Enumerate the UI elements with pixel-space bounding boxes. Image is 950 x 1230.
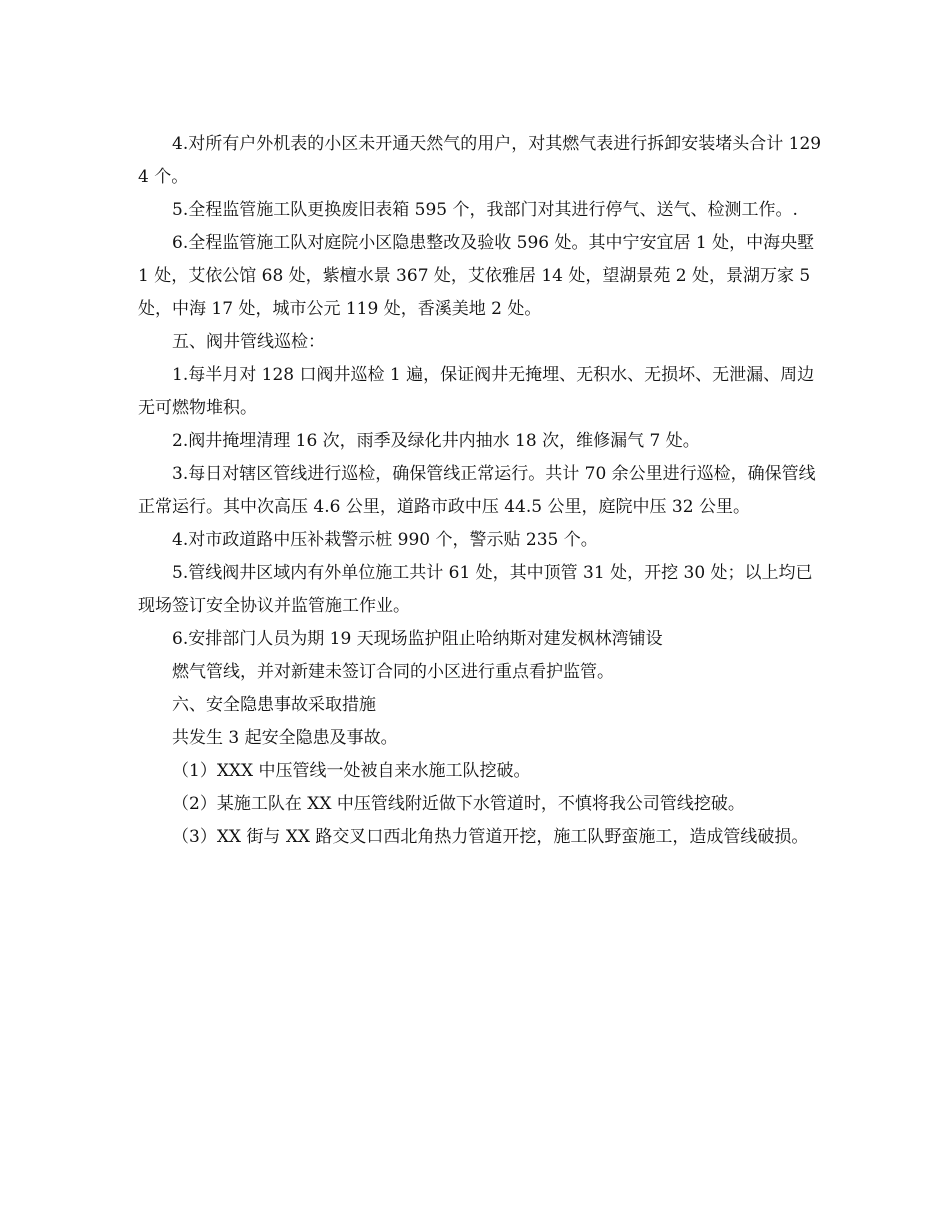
incident-item-2: （2）某施工队在 XX 中压管线附近做下水管道时，不慎将我公司管线挖破。 (172, 794, 745, 814)
paragraph-meter-plug: 4.对所有户外机表的小区未开通天然气的用户，对其燃气表进行拆卸安装堵头合计 1294 个。 (138, 134, 822, 187)
paragraph-on-site-monitoring: 6.安排部门人员为期 19 天现场监护阻止哈纳斯对建发枫林湾铺设 (172, 629, 663, 649)
paragraph-pipeline-patrol: 3.每日对辖区管线进行巡检，确保管线正常运行。共计 70 余公里进行巡检，确保管线正常运行。其中次高压 4.6 公里，道路市政中压 44.5 公里，庭院中压 32 公里。 (138, 464, 816, 517)
paragraph-incident-count: 共发生 3 起安全隐患及事故。 (172, 728, 398, 748)
document-body (138, 128, 828, 854)
paragraph-on-site-monitoring-cont: 燃气管线，并对新建未签订合同的小区进行重点看护监管。 (172, 662, 614, 682)
paragraph-valve-cleanup: 2.阀井掩埋清理 16 次，雨季及绿化井内抽水 18 次，维修漏气 7 处。 (172, 431, 700, 451)
paragraph-warning-piles: 4.对市政道路中压补栽警示桩 990 个，警示贴 235 个。 (172, 530, 598, 550)
incident-item-3: （3）XX 街与 XX 路交叉口西北角热力管道开挖，施工队野蛮施工，造成管线破损。 (172, 827, 809, 847)
incident-item-1: （1）XXX 中压管线一处被自来水施工队挖破。 (172, 761, 531, 781)
section-heading-valve-inspection: 五、阀井管线巡检： (172, 332, 325, 352)
paragraph-meter-box: 5.全程监管施工队更换废旧表箱 595 个，我部门对其进行停气、送气、检测工作。. (172, 200, 798, 220)
paragraph-valve-patrol: 1.每半月对 128 口阀井巡检 1 遍，保证阀井无掩埋、无积水、无损坏、无泄漏、周边无可燃物堆积。 (138, 365, 815, 418)
paragraph-yard-hazards: 6.全程监管施工队对庭院小区隐患整改及验收 596 处。其中宁安宜居 1 处，中海央墅 1 处，艾依公馆 68 处，紫檀水景 367 处，艾依雅居 14 处，望湖景苑 2 处，景湖万家 5 处，中海 17 处，城市公元 119 处，香溪美地 2 处。 (138, 233, 815, 319)
paragraph-external-construction: 5.管线阀井区域内有外单位施工共计 61 处，其中顶管 31 处，开挖 30 处；以上均已现场签订安全协议并监管施工作业。 (138, 563, 813, 616)
section-heading-safety-hazards: 六、安全隐患事故采取措施 (172, 695, 376, 715)
